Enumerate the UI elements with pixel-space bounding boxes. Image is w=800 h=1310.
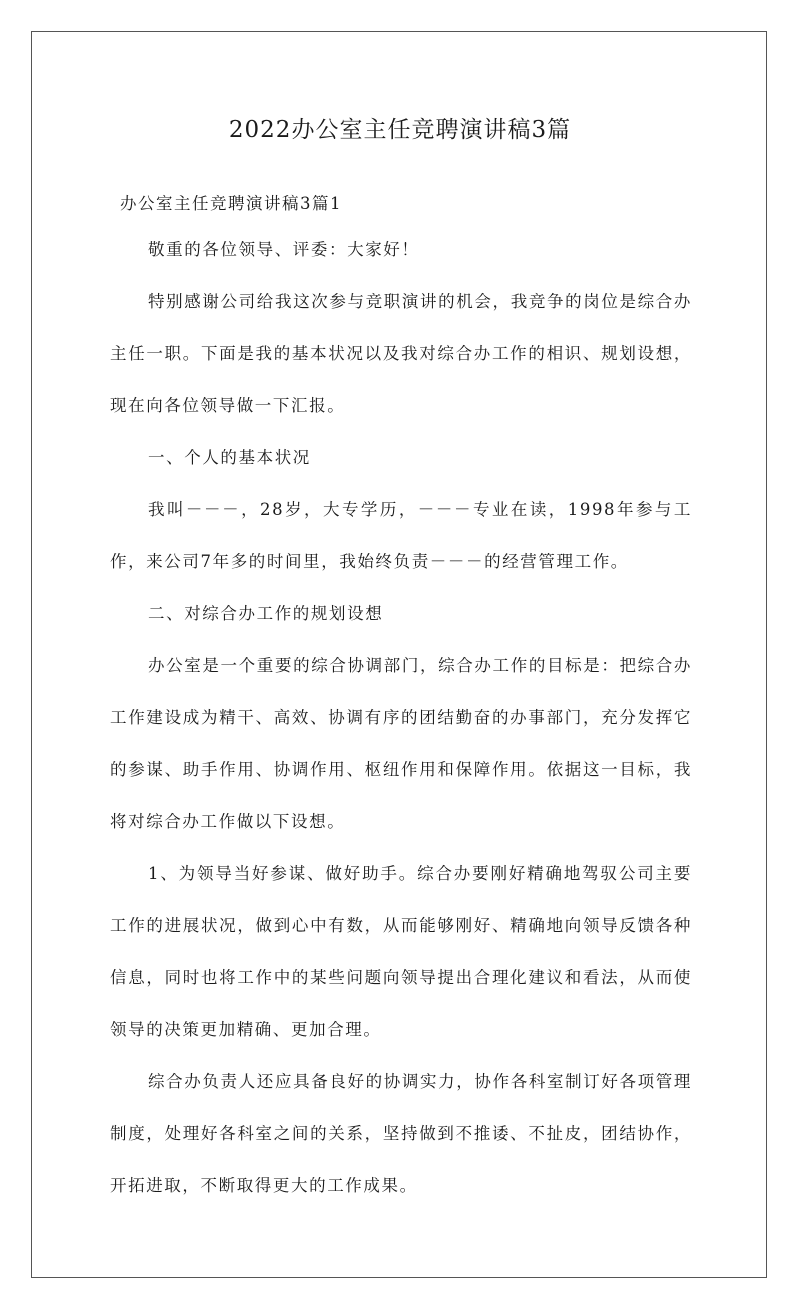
paragraph-office-goal: 办公室是一个重要的综合协调部门，综合办工作的目标是：把综合办工作建设成为精干、高效、协调有序的团结勤奋的办事部门，充分发挥它的参谋、助手作用、协调作用、枢纽作用和保障作用。依据这一目标，我将对综合办工作做以下设想。 bbox=[110, 656, 692, 831]
document-title: 2022办公室主任竞聘演讲稿3篇 bbox=[228, 117, 572, 143]
paragraph-greeting: 敬重的各位领导、评委：大家好！ bbox=[148, 240, 420, 259]
heading-personal-status: 一、个人的基本状况 bbox=[148, 448, 311, 467]
paragraph-coordination: 综合办负责人还应具备良好的协调实力，协作各科室制订好各项管理制度，处理好各科室之间的关系，坚持做到不推诿、不扯皮，团结协作，开拓进取，不断取得更大的工作成果。 bbox=[110, 1072, 692, 1195]
section-subtitle: 办公室主任竞聘演讲稿3篇1 bbox=[120, 194, 342, 213]
paragraph-personal-status: 我叫－－－，28岁，大专学历，－－－专业在读，1998年参与工作，来公司7年多的时间里，我始终负责－－－的经营管理工作。 bbox=[110, 500, 692, 571]
heading-work-plan: 二、对综合办工作的规划设想 bbox=[148, 604, 384, 623]
paragraph-intro: 特别感谢公司给我这次参与竞职演讲的机会，我竞争的岗位是综合办主任一职。下面是我的基本状况以及我对综合办工作的相识、规划设想，现在向各位领导做一下汇报。 bbox=[110, 292, 692, 415]
paragraph-plan-point-1: 1、为领导当好参谋、做好助手。综合办要刚好精确地驾驭公司主要工作的进展状况，做到心中有数，从而能够刚好、精确地向领导反馈各种信息，同时也将工作中的某些问题向领导提出合理化建议和看法，从而使领导的决策更加精确、更加合理。 bbox=[110, 864, 692, 1039]
document-body bbox=[110, 187, 692, 1212]
